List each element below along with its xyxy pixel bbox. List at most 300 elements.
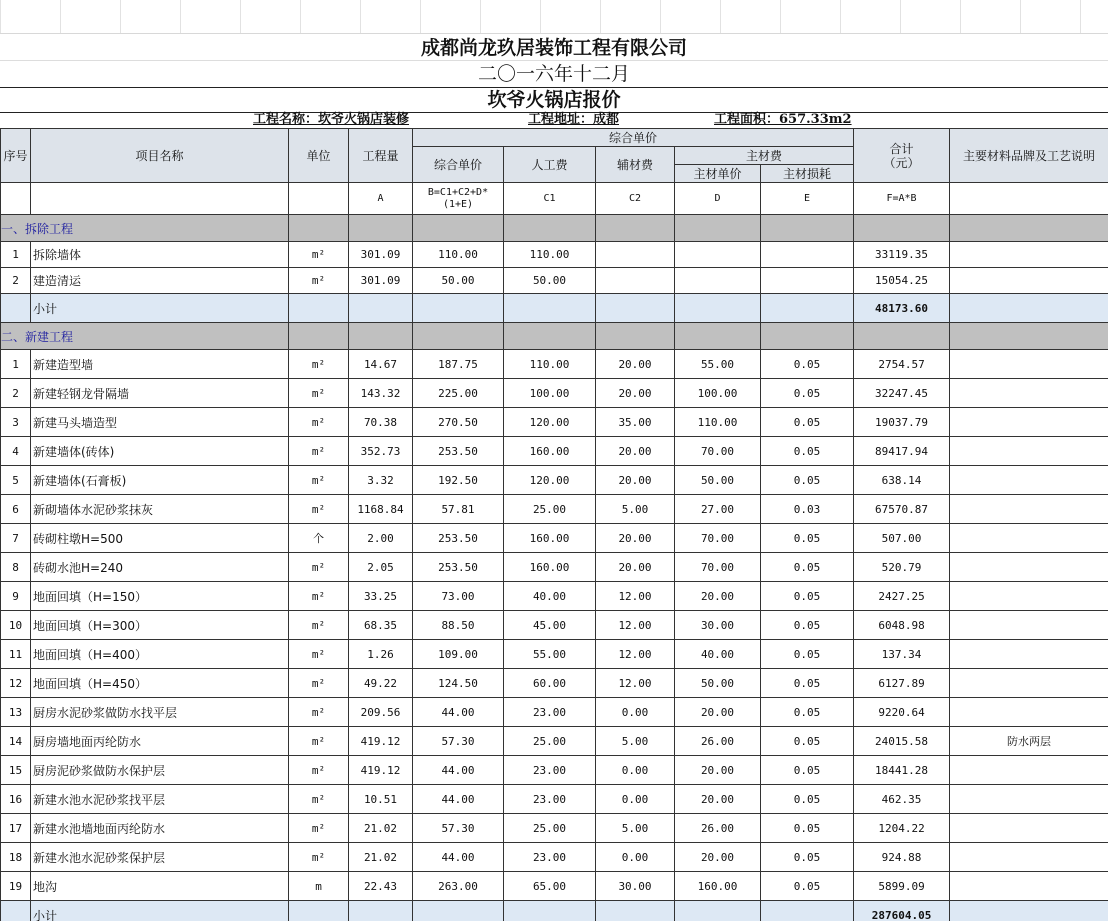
cell-aux[interactable]: 20.00: [596, 379, 675, 408]
cell-labor[interactable]: 100.00: [504, 379, 596, 408]
cell-main-loss[interactable]: 0.05: [761, 843, 854, 872]
cell-main-loss[interactable]: 0.05: [761, 379, 854, 408]
cell-labor[interactable]: 25.00: [504, 495, 596, 524]
cell-seq[interactable]: 17: [1, 814, 31, 843]
subtotal-cell[interactable]: [349, 294, 413, 323]
cell-aux[interactable]: 0.00: [596, 698, 675, 727]
cell-qty[interactable]: 14.67: [349, 350, 413, 379]
formula-main-price[interactable]: D: [675, 183, 761, 215]
cell-total[interactable]: 6048.98: [854, 611, 950, 640]
cell-main-loss[interactable]: 0.05: [761, 785, 854, 814]
cell-qty[interactable]: 2.05: [349, 553, 413, 582]
cell-main-loss[interactable]: 0.05: [761, 727, 854, 756]
quote-date[interactable]: 二〇一六年十二月: [0, 60, 1108, 88]
cell-unit[interactable]: m²: [289, 843, 349, 872]
header-composite-group[interactable]: 综合单价: [413, 129, 854, 147]
cell-main-price[interactable]: 20.00: [675, 843, 761, 872]
cell-name[interactable]: 地面回填（H=400）: [31, 640, 289, 669]
cell-total[interactable]: 9220.64: [854, 698, 950, 727]
cell-total[interactable]: 1204.22: [854, 814, 950, 843]
cell-unit[interactable]: m: [289, 872, 349, 901]
cell-total[interactable]: 137.34: [854, 640, 950, 669]
cell-seq[interactable]: 19: [1, 872, 31, 901]
cell-seq[interactable]: 10: [1, 611, 31, 640]
cell-seq[interactable]: 4: [1, 437, 31, 466]
cell-composite[interactable]: 109.00: [413, 640, 504, 669]
cell-main-price[interactable]: 20.00: [675, 756, 761, 785]
cell-labor[interactable]: 120.00: [504, 408, 596, 437]
cell-remark[interactable]: [950, 242, 1108, 268]
section-cell[interactable]: [349, 215, 413, 242]
header-seq[interactable]: 序号: [1, 129, 31, 183]
cell-main-loss[interactable]: 0.05: [761, 524, 854, 553]
header-remark[interactable]: 主要材料品牌及工艺说明: [950, 129, 1108, 183]
cell-remark[interactable]: [950, 268, 1108, 294]
subtotal-cell[interactable]: [349, 901, 413, 921]
cell-aux[interactable]: 20.00: [596, 553, 675, 582]
cell-labor[interactable]: 25.00: [504, 814, 596, 843]
cell-remark[interactable]: [950, 698, 1108, 727]
cell-unit[interactable]: m²: [289, 466, 349, 495]
section-cell[interactable]: [349, 323, 413, 350]
cell-main-price[interactable]: 50.00: [675, 466, 761, 495]
cell-qty[interactable]: 68.35: [349, 611, 413, 640]
header-main-loss[interactable]: 主材损耗: [761, 165, 854, 183]
section-cell[interactable]: [596, 215, 675, 242]
cell-aux[interactable]: [596, 242, 675, 268]
cell-main-price[interactable]: 50.00: [675, 669, 761, 698]
cell-total[interactable]: 89417.94: [854, 437, 950, 466]
cell-main-loss[interactable]: 0.05: [761, 408, 854, 437]
cell-seq[interactable]: 9: [1, 582, 31, 611]
cell-unit[interactable]: 个: [289, 524, 349, 553]
cell-aux[interactable]: 30.00: [596, 872, 675, 901]
subtotal-cell[interactable]: [504, 901, 596, 921]
cell-seq[interactable]: 16: [1, 785, 31, 814]
cell-qty[interactable]: 21.02: [349, 814, 413, 843]
cell-composite[interactable]: 187.75: [413, 350, 504, 379]
cell-name[interactable]: 建造清运: [31, 268, 289, 294]
header-labor[interactable]: 人工费: [504, 147, 596, 183]
cell-labor[interactable]: 23.00: [504, 698, 596, 727]
cell-seq[interactable]: 3: [1, 408, 31, 437]
cell-remark[interactable]: [950, 437, 1108, 466]
cell-remark[interactable]: 防水两层: [950, 727, 1108, 756]
subtotal-label[interactable]: 小计: [31, 901, 289, 921]
cell-unit[interactable]: m²: [289, 698, 349, 727]
cell-remark[interactable]: [950, 553, 1108, 582]
cell-remark[interactable]: [950, 785, 1108, 814]
cell-name[interactable]: 新建水池水泥砂浆保护层: [31, 843, 289, 872]
header-qty[interactable]: 工程量: [349, 129, 413, 183]
cell-remark[interactable]: [950, 611, 1108, 640]
cell-name[interactable]: 新建轻钢龙骨隔墙: [31, 379, 289, 408]
cell-qty[interactable]: 209.56: [349, 698, 413, 727]
formula-cell[interactable]: [1, 183, 31, 215]
cell-aux[interactable]: 12.00: [596, 582, 675, 611]
section-label[interactable]: 二、新建工程: [1, 323, 289, 350]
cell-aux[interactable]: 0.00: [596, 785, 675, 814]
cell-main-loss[interactable]: 0.05: [761, 756, 854, 785]
section-cell[interactable]: [950, 323, 1108, 350]
cell-total[interactable]: 19037.79: [854, 408, 950, 437]
cell-labor[interactable]: 45.00: [504, 611, 596, 640]
cell-qty[interactable]: 22.43: [349, 872, 413, 901]
cell-name[interactable]: 厨房墙地面丙纶防水: [31, 727, 289, 756]
cell-remark[interactable]: [950, 814, 1108, 843]
cell-main-loss[interactable]: 0.05: [761, 553, 854, 582]
cell-name[interactable]: 新建水池墙地面丙纶防水: [31, 814, 289, 843]
cell-remark[interactable]: [950, 582, 1108, 611]
cell-total[interactable]: 33119.35: [854, 242, 950, 268]
cell-seq[interactable]: 2: [1, 379, 31, 408]
cell-main-loss[interactable]: 0.05: [761, 611, 854, 640]
company-name[interactable]: 成都尚龙玖居装饰工程有限公司: [0, 33, 1108, 61]
quote-title[interactable]: 坎爷火锅店报价: [0, 87, 1108, 113]
cell-unit[interactable]: m²: [289, 268, 349, 294]
cell-seq[interactable]: 2: [1, 268, 31, 294]
formula-qty[interactable]: A: [349, 183, 413, 215]
cell-unit[interactable]: m²: [289, 379, 349, 408]
cell-main-price[interactable]: 20.00: [675, 698, 761, 727]
section-cell[interactable]: [761, 215, 854, 242]
cell-unit[interactable]: m²: [289, 756, 349, 785]
subtotal-cell[interactable]: [1, 294, 31, 323]
cell-qty[interactable]: 1.26: [349, 640, 413, 669]
cell-total[interactable]: 5899.09: [854, 872, 950, 901]
cell-remark[interactable]: [950, 466, 1108, 495]
cell-name[interactable]: 地面回填（H=150）: [31, 582, 289, 611]
formula-total[interactable]: F=A*B: [854, 183, 950, 215]
cell-total[interactable]: 638.14: [854, 466, 950, 495]
cell-main-loss[interactable]: 0.05: [761, 669, 854, 698]
subtotal-cell[interactable]: [413, 294, 504, 323]
subtotal-label[interactable]: 小计: [31, 294, 289, 323]
cell-unit[interactable]: m²: [289, 640, 349, 669]
cell-name[interactable]: 新建马头墙造型: [31, 408, 289, 437]
cell-name[interactable]: 厨房水泥砂浆做防水找平层: [31, 698, 289, 727]
formula-aux[interactable]: C2: [596, 183, 675, 215]
cell-main-price[interactable]: 27.00: [675, 495, 761, 524]
cell-seq[interactable]: 12: [1, 669, 31, 698]
cell-name[interactable]: 厨房泥砂浆做防水保护层: [31, 756, 289, 785]
cell-main-price[interactable]: 160.00: [675, 872, 761, 901]
cell-main-price[interactable]: 26.00: [675, 814, 761, 843]
cell-unit[interactable]: m²: [289, 553, 349, 582]
cell-aux[interactable]: 5.00: [596, 814, 675, 843]
formula-cell[interactable]: [950, 183, 1108, 215]
cell-total[interactable]: 924.88: [854, 843, 950, 872]
cell-name[interactable]: 新建造型墙: [31, 350, 289, 379]
cell-aux[interactable]: 20.00: [596, 524, 675, 553]
cell-composite[interactable]: 50.00: [413, 268, 504, 294]
cell-labor[interactable]: 55.00: [504, 640, 596, 669]
cell-total[interactable]: 2427.25: [854, 582, 950, 611]
section-cell[interactable]: [950, 215, 1108, 242]
cell-main-loss[interactable]: 0.05: [761, 640, 854, 669]
cell-labor[interactable]: 50.00: [504, 268, 596, 294]
subtotal-cell[interactable]: [675, 294, 761, 323]
cell-labor[interactable]: 23.00: [504, 843, 596, 872]
cell-aux[interactable]: [596, 268, 675, 294]
cell-aux[interactable]: 20.00: [596, 437, 675, 466]
cell-total[interactable]: 507.00: [854, 524, 950, 553]
header-main-group[interactable]: 主材费: [675, 147, 854, 165]
cell-aux[interactable]: 0.00: [596, 756, 675, 785]
cell-remark[interactable]: [950, 408, 1108, 437]
section-cell[interactable]: [504, 215, 596, 242]
cell-total[interactable]: 24015.58: [854, 727, 950, 756]
cell-seq[interactable]: 1: [1, 242, 31, 268]
cell-remark[interactable]: [950, 756, 1108, 785]
cell-qty[interactable]: 143.32: [349, 379, 413, 408]
cell-labor[interactable]: 23.00: [504, 756, 596, 785]
cell-qty[interactable]: 49.22: [349, 669, 413, 698]
cell-unit[interactable]: m²: [289, 785, 349, 814]
cell-composite[interactable]: 57.30: [413, 727, 504, 756]
cell-main-loss[interactable]: 0.03: [761, 495, 854, 524]
subtotal-cell[interactable]: [1, 901, 31, 921]
cell-composite[interactable]: 88.50: [413, 611, 504, 640]
subtotal-cell[interactable]: [761, 901, 854, 921]
cell-aux[interactable]: 5.00: [596, 495, 675, 524]
cell-unit[interactable]: m²: [289, 495, 349, 524]
cell-main-price[interactable]: 55.00: [675, 350, 761, 379]
header-composite[interactable]: 综合单价: [413, 147, 504, 183]
cell-remark[interactable]: [950, 669, 1108, 698]
cell-aux[interactable]: 35.00: [596, 408, 675, 437]
header-name[interactable]: 项目名称: [31, 129, 289, 183]
subtotal-cell[interactable]: [289, 294, 349, 323]
cell-qty[interactable]: 352.73: [349, 437, 413, 466]
cell-labor[interactable]: 65.00: [504, 872, 596, 901]
cell-composite[interactable]: 225.00: [413, 379, 504, 408]
subtotal-cell[interactable]: [504, 294, 596, 323]
cell-composite[interactable]: 73.00: [413, 582, 504, 611]
section-cell[interactable]: [596, 323, 675, 350]
cell-seq[interactable]: 14: [1, 727, 31, 756]
cell-name[interactable]: 拆除墙体: [31, 242, 289, 268]
cell-remark[interactable]: [950, 379, 1108, 408]
cell-main-loss[interactable]: 0.05: [761, 350, 854, 379]
cell-name[interactable]: 新建墙体(石膏板): [31, 466, 289, 495]
section-cell[interactable]: [413, 323, 504, 350]
cell-aux[interactable]: 12.00: [596, 669, 675, 698]
cell-main-price[interactable]: 70.00: [675, 524, 761, 553]
cell-composite[interactable]: 57.81: [413, 495, 504, 524]
cell-unit[interactable]: m²: [289, 408, 349, 437]
cell-labor[interactable]: 25.00: [504, 727, 596, 756]
cell-main-price[interactable]: [675, 242, 761, 268]
subtotal-cell[interactable]: [950, 901, 1108, 921]
header-aux[interactable]: 辅材费: [596, 147, 675, 183]
cell-name[interactable]: 砖砌柱墩H=500: [31, 524, 289, 553]
cell-labor[interactable]: 60.00: [504, 669, 596, 698]
cell-seq[interactable]: 13: [1, 698, 31, 727]
formula-cell[interactable]: [31, 183, 289, 215]
cell-labor[interactable]: 160.00: [504, 524, 596, 553]
cell-composite[interactable]: 44.00: [413, 698, 504, 727]
cell-remark[interactable]: [950, 872, 1108, 901]
cell-remark[interactable]: [950, 524, 1108, 553]
section-cell[interactable]: [675, 215, 761, 242]
cell-main-price[interactable]: [675, 268, 761, 294]
cell-composite[interactable]: 253.50: [413, 524, 504, 553]
cell-seq[interactable]: 5: [1, 466, 31, 495]
cell-total[interactable]: 520.79: [854, 553, 950, 582]
cell-name[interactable]: 地面回填（H=300）: [31, 611, 289, 640]
cell-main-price[interactable]: 70.00: [675, 553, 761, 582]
cell-aux[interactable]: 0.00: [596, 843, 675, 872]
empty-grid-row[interactable]: [0, 0, 1108, 34]
cell-unit[interactable]: m²: [289, 727, 349, 756]
cell-qty[interactable]: 10.51: [349, 785, 413, 814]
cell-main-price[interactable]: 110.00: [675, 408, 761, 437]
cell-remark[interactable]: [950, 640, 1108, 669]
cell-main-price[interactable]: 70.00: [675, 437, 761, 466]
section-cell[interactable]: [854, 323, 950, 350]
cell-qty[interactable]: 301.09: [349, 242, 413, 268]
cell-main-price[interactable]: 100.00: [675, 379, 761, 408]
cell-qty[interactable]: 70.38: [349, 408, 413, 437]
cell-main-price[interactable]: 30.00: [675, 611, 761, 640]
cell-main-price[interactable]: 20.00: [675, 582, 761, 611]
cell-main-loss[interactable]: 0.05: [761, 437, 854, 466]
header-unit[interactable]: 单位: [289, 129, 349, 183]
cell-labor[interactable]: 160.00: [504, 553, 596, 582]
cell-qty[interactable]: 21.02: [349, 843, 413, 872]
cell-qty[interactable]: 419.12: [349, 727, 413, 756]
cell-total[interactable]: 2754.57: [854, 350, 950, 379]
cell-total[interactable]: 32247.45: [854, 379, 950, 408]
project-info-row[interactable]: [0, 112, 1108, 129]
cell-composite[interactable]: 44.00: [413, 785, 504, 814]
subtotal-value[interactable]: 48173.60: [854, 294, 950, 323]
cell-aux[interactable]: 12.00: [596, 640, 675, 669]
cell-aux[interactable]: 5.00: [596, 727, 675, 756]
cell-labor[interactable]: 110.00: [504, 350, 596, 379]
subtotal-cell[interactable]: [413, 901, 504, 921]
cell-main-loss[interactable]: [761, 242, 854, 268]
cell-remark[interactable]: [950, 843, 1108, 872]
cell-composite[interactable]: 44.00: [413, 843, 504, 872]
subtotal-cell[interactable]: [596, 294, 675, 323]
section-cell[interactable]: [675, 323, 761, 350]
subtotal-cell[interactable]: [289, 901, 349, 921]
cell-unit[interactable]: m²: [289, 669, 349, 698]
section-cell[interactable]: [289, 215, 349, 242]
section-cell[interactable]: [413, 215, 504, 242]
cell-qty[interactable]: 33.25: [349, 582, 413, 611]
cell-unit[interactable]: m²: [289, 437, 349, 466]
cell-composite[interactable]: 263.00: [413, 872, 504, 901]
cell-unit[interactable]: m²: [289, 350, 349, 379]
cell-seq[interactable]: 15: [1, 756, 31, 785]
header-total[interactable]: 合计 （元）: [854, 129, 950, 183]
cell-main-loss[interactable]: 0.05: [761, 872, 854, 901]
formula-labor[interactable]: C1: [504, 183, 596, 215]
cell-seq[interactable]: 18: [1, 843, 31, 872]
formula-main-loss[interactable]: E: [761, 183, 854, 215]
cell-aux[interactable]: 20.00: [596, 466, 675, 495]
subtotal-cell[interactable]: [596, 901, 675, 921]
section-label[interactable]: 一、拆除工程: [1, 215, 289, 242]
cell-remark[interactable]: [950, 495, 1108, 524]
subtotal-value[interactable]: 287604.05: [854, 901, 950, 921]
cell-labor[interactable]: 40.00: [504, 582, 596, 611]
cell-composite[interactable]: 57.30: [413, 814, 504, 843]
cell-qty[interactable]: 419.12: [349, 756, 413, 785]
cell-main-loss[interactable]: 0.05: [761, 698, 854, 727]
cell-composite[interactable]: 253.50: [413, 553, 504, 582]
section-cell[interactable]: [761, 323, 854, 350]
cell-composite[interactable]: 270.50: [413, 408, 504, 437]
cell-total[interactable]: 18441.28: [854, 756, 950, 785]
cell-name[interactable]: 新砌墙体水泥砂浆抹灰: [31, 495, 289, 524]
cell-unit[interactable]: m²: [289, 242, 349, 268]
formula-composite[interactable]: B=C1+C2+D*(1+E): [413, 183, 504, 215]
cell-aux[interactable]: 12.00: [596, 611, 675, 640]
cell-composite[interactable]: 253.50: [413, 437, 504, 466]
cell-aux[interactable]: 20.00: [596, 350, 675, 379]
cell-remark[interactable]: [950, 350, 1108, 379]
cell-composite[interactable]: 44.00: [413, 756, 504, 785]
subtotal-cell[interactable]: [950, 294, 1108, 323]
cell-unit[interactable]: m²: [289, 611, 349, 640]
cell-composite[interactable]: 124.50: [413, 669, 504, 698]
cell-total[interactable]: 15054.25: [854, 268, 950, 294]
subtotal-cell[interactable]: [675, 901, 761, 921]
cell-seq[interactable]: 11: [1, 640, 31, 669]
cell-composite[interactable]: 110.00: [413, 242, 504, 268]
formula-cell[interactable]: [289, 183, 349, 215]
cell-qty[interactable]: 3.32: [349, 466, 413, 495]
section-cell[interactable]: [504, 323, 596, 350]
cell-unit[interactable]: m²: [289, 582, 349, 611]
cell-seq[interactable]: 7: [1, 524, 31, 553]
cell-qty[interactable]: 2.00: [349, 524, 413, 553]
cell-seq[interactable]: 6: [1, 495, 31, 524]
cell-main-loss[interactable]: 0.05: [761, 466, 854, 495]
cell-main-loss[interactable]: 0.05: [761, 582, 854, 611]
cell-main-loss[interactable]: 0.05: [761, 814, 854, 843]
cell-main-loss[interactable]: [761, 268, 854, 294]
subtotal-cell[interactable]: [761, 294, 854, 323]
cell-total[interactable]: 67570.87: [854, 495, 950, 524]
header-main-price[interactable]: 主材单价: [675, 165, 761, 183]
cell-name[interactable]: 砖砌水池H=240: [31, 553, 289, 582]
cell-qty[interactable]: 1168.84: [349, 495, 413, 524]
cell-name[interactable]: 地沟: [31, 872, 289, 901]
cell-total[interactable]: 462.35: [854, 785, 950, 814]
cell-main-price[interactable]: 20.00: [675, 785, 761, 814]
cell-seq[interactable]: 1: [1, 350, 31, 379]
cell-main-price[interactable]: 40.00: [675, 640, 761, 669]
cell-labor[interactable]: 120.00: [504, 466, 596, 495]
cell-name[interactable]: 新建水池水泥砂浆找平层: [31, 785, 289, 814]
cell-name[interactable]: 新建墙体(砖体): [31, 437, 289, 466]
cell-name[interactable]: 地面回填（H=450）: [31, 669, 289, 698]
section-cell[interactable]: [854, 215, 950, 242]
section-cell[interactable]: [289, 323, 349, 350]
cell-seq[interactable]: 8: [1, 553, 31, 582]
cell-unit[interactable]: m²: [289, 814, 349, 843]
cell-total[interactable]: 6127.89: [854, 669, 950, 698]
cell-qty[interactable]: 301.09: [349, 268, 413, 294]
cell-composite[interactable]: 192.50: [413, 466, 504, 495]
cell-labor[interactable]: 160.00: [504, 437, 596, 466]
cell-labor[interactable]: 23.00: [504, 785, 596, 814]
